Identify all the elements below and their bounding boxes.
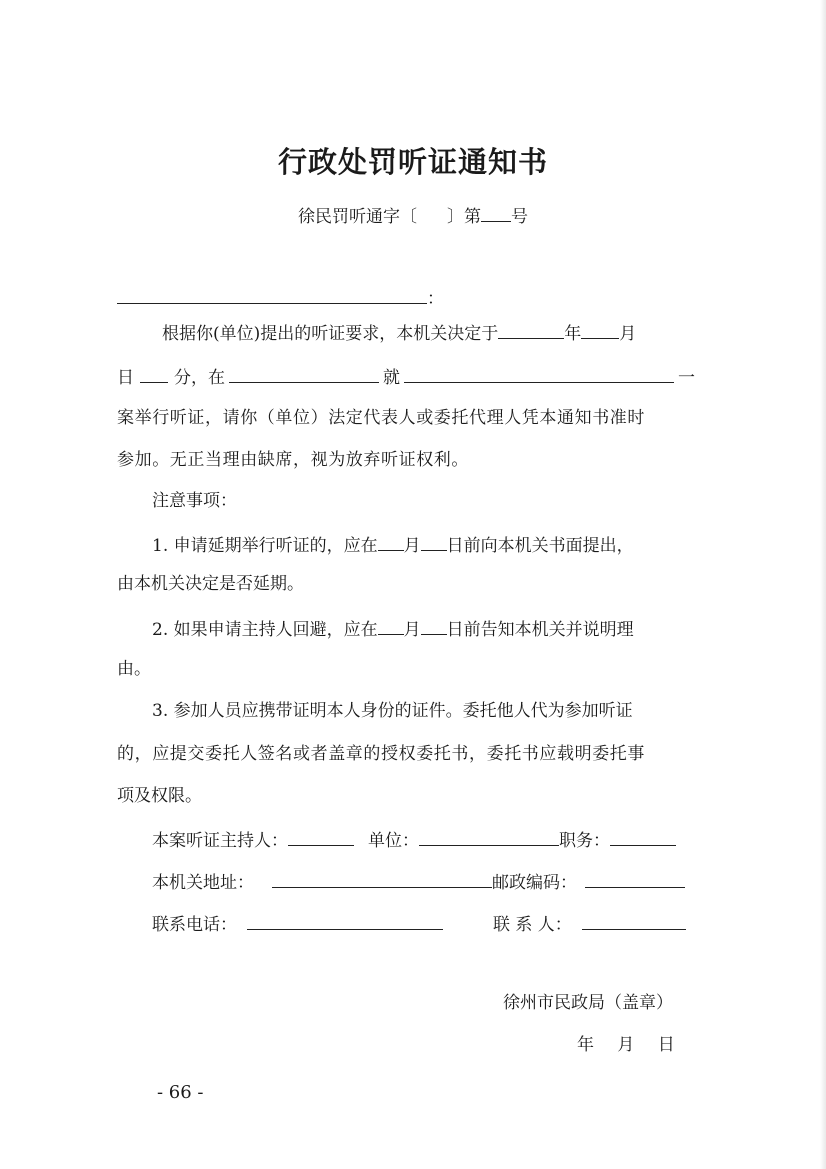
note-1-line-1: [152, 531, 697, 558]
postcode-blank[interactable]: [585, 868, 685, 888]
body-text-1a: 根据你(单位)提出的听证要求，本机关决定于: [162, 324, 499, 344]
doc-number-suffix: 号: [511, 207, 528, 227]
note-1-day-blank[interactable]: [421, 531, 447, 551]
note-1-text-b: 日前向本机关书面提出，: [446, 536, 634, 556]
note-1-month-blank[interactable]: [378, 531, 404, 551]
minute-label: 分，在: [174, 368, 225, 388]
doc-number-serial-blank[interactable]: [481, 202, 511, 222]
year-blank[interactable]: [498, 319, 564, 339]
host-field-row: [152, 826, 697, 853]
doc-number-middle: 〕第: [447, 207, 481, 227]
address-blank[interactable]: [272, 868, 492, 888]
yi-label: 一: [678, 368, 695, 388]
doc-number-prefix: 徐民罚听通字〔: [298, 207, 417, 227]
addressee-blank[interactable]: [117, 284, 427, 304]
contact-blank[interactable]: [582, 910, 686, 930]
note-2-month-blank[interactable]: [378, 615, 404, 635]
notes-heading: 注意事项：: [152, 491, 237, 511]
note-1-text-a: 1. 申请延期举行听证的，应在: [152, 536, 378, 556]
location-blank[interactable]: [229, 363, 379, 383]
note-3-line-1: 3. 参加人员应携带证明本人身份的证件。委托他人代为参加听证: [152, 701, 633, 721]
year-label: 年: [564, 324, 582, 344]
phone-blank[interactable]: [247, 910, 443, 930]
host-blank[interactable]: [288, 826, 354, 846]
address-label: 本机关地址：: [152, 873, 254, 893]
body-line-1: [162, 319, 702, 346]
note-2-month-label: 月: [403, 620, 421, 640]
page-number: - 66 -: [157, 1082, 204, 1103]
note-2-line-1: [152, 615, 697, 642]
phone-field-row: [152, 910, 697, 937]
unit-blank[interactable]: [419, 826, 559, 846]
day-label: 日: [117, 368, 134, 388]
case-blank[interactable]: [404, 363, 674, 383]
note-1-month-label: 月: [403, 536, 421, 556]
note-2-day-blank[interactable]: [421, 615, 447, 635]
unit-label: 单位：: [368, 831, 419, 851]
document-number: [0, 202, 826, 229]
host-label: 本案听证主持人：: [152, 831, 288, 851]
note-3-line-2: 的，应提交委托人签名或者盖章的授权委托书，委托书应载明委托事: [117, 744, 645, 764]
document-title: 行政处罚听证通知书: [277, 145, 548, 179]
body-line-2: [117, 363, 697, 390]
month-blank[interactable]: [581, 319, 619, 339]
issue-date: 年 月 日: [577, 1035, 675, 1055]
jiu-label: 就: [383, 368, 400, 388]
month-label: 月: [619, 324, 637, 344]
addressee-line: [117, 284, 697, 311]
note-3-line-3: 项及权限。: [117, 786, 202, 806]
doc-number-year-blank[interactable]: [417, 203, 447, 222]
postcode-label: 邮政编码：: [492, 873, 577, 893]
note-2-line-2: 由。: [117, 659, 151, 679]
addressee-suffix: ：: [427, 289, 444, 309]
body-line-4: 参加。无正当理由缺席，视为放弃听证权利。: [117, 450, 469, 470]
note-2-text-a: 2. 如果申请主持人回避，应在: [152, 620, 378, 640]
minute-blank[interactable]: [140, 363, 168, 383]
position-blank[interactable]: [610, 826, 676, 846]
body-line-3: 案举行听证，请你（单位）法定代表人或委托代理人凭本通知书准时: [117, 408, 645, 428]
note-1-line-2: 由本机关决定是否延期。: [117, 574, 304, 594]
address-field-row: [152, 868, 697, 895]
issuer-seal-line: 徐州市民政局（盖章）: [503, 993, 673, 1013]
note-2-text-b: 日前告知本机关并说明理: [446, 620, 634, 640]
phone-label: 联系电话：: [152, 915, 237, 935]
contact-label: 联 系 人：: [493, 915, 572, 935]
position-label: 职务：: [559, 831, 610, 851]
